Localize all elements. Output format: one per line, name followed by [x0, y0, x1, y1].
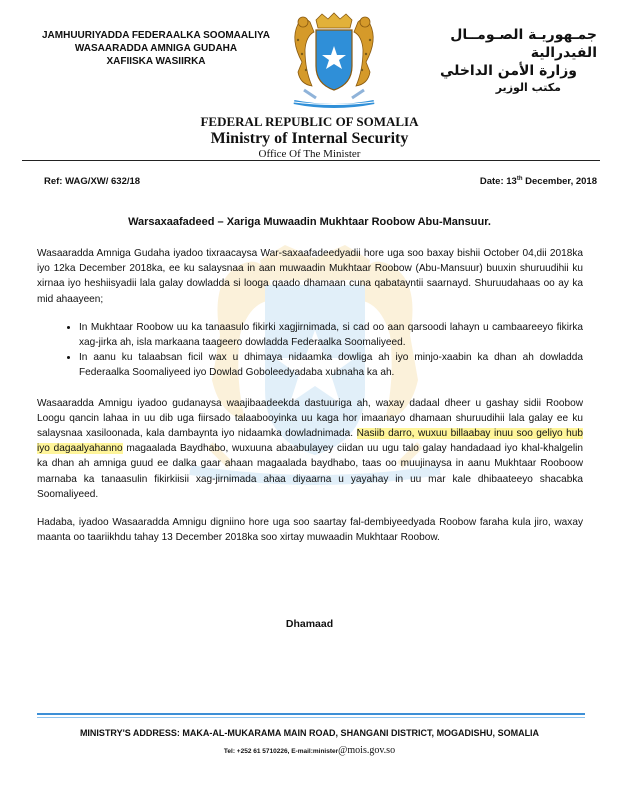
paragraph-2-start: Wasaaradda Amnigu iyadoo gudanaysa waajibaadeekda dastuuriga ah, waxay dadaal dheer u gashay sidii Roobow Loogu qancin lahaa in uu dib uga fiirsado talaabooyinka uu kaga hor imaanayo dhamaan shuruudihii lala galay ee ku salaysnaa xasiloonada, kala dambaynta iyo nidaamka dowladnimada. — [37, 397, 583, 440]
date-month-year: December, 2018 — [522, 176, 597, 188]
conditions-list — [37, 320, 583, 381]
date-day: Date: 13 — [479, 176, 517, 188]
contact-line — [0, 745, 619, 756]
contact-phone: Tel: +252 61 5710226, E-mail:minister — [223, 748, 339, 755]
header-left-line: XAFIISKA WASIIRKA — [106, 56, 206, 67]
list-item: • In aanu ku talaabsan ficil wax u dhimaya nidaamka dowliga ah iyo minjo-xaabin ka dhan ah dowladda Federaalka Soomaliyeed iyo Dowlad Goboleedyadaba xubnaha ka ah. — [79, 350, 583, 380]
coat-of-arms-emblem — [276, 10, 392, 114]
paragraph-2-end: magaalada Baydhabo, wuxuuna abaabulayey ciidan uu ugu talo galay handadaad iyo khal-khalgelin ka dhan ah amniga guud ee dalka gaar ahaan magaalada baydhabo, taas oo muujinaysa in aanu Mukhtaar Rooboow marnaba ka tanaasulin fikirkiisii xag-jirnimada ahaa diyaarna u yayahay in uu mar kale dhibaateeyo shacabka Soomaliyeed. — [37, 443, 583, 500]
letter-body — [37, 246, 583, 558]
letterhead-title — [0, 114, 619, 161]
header-right-line: جمـهوريـة الصـومــال الفيدرالية — [450, 27, 597, 61]
email-domain-link[interactable]: @mois.gov.so — [338, 745, 396, 756]
header-left-line: JAMHUURIYADDA FEDERAALKA SOOMAALIYA — [42, 30, 270, 41]
header-somali-lines — [36, 29, 276, 68]
closing-word: Dhamaad — [285, 618, 334, 630]
highlighted-text: Nasiib darro, wuxuu billaabay inuu soo geliyo hub iyo dagaalyahanno — [37, 428, 583, 455]
office-title: Office Of The Minister — [258, 148, 361, 160]
footer-divider-thin — [37, 717, 585, 718]
header-divider — [22, 160, 600, 161]
republic-title: FEDERAL REPUBLIC OF SOMALIA — [200, 114, 419, 129]
paragraph-1: Wasaaradda Amniga Gudaha iyadoo tixraacaysa War-saxaafadeedyadii hore uga soo baxay bishii October 04,dii 2018ka iyo 12ka December 2018ka, ee ku salaysnaa in aan muwaadin Mukhtaar Roobow (Abu-Mansuur) buuxin shuruudihii ku xirnaa iyo heshiisyadii lala galay dowladda si looga qaado dhamaan cuna qabatayntii saarnayd. Shuruudahaas oo ay ka mid ahaayeen; — [37, 248, 583, 305]
header-right-line: مكتب الوزير — [495, 81, 561, 94]
paragraph-3: Hadaba, iyadoo Wasaaradda Amnigu digniino hore uga soo saartay fal-dembiyeedyada Roobow faraha kula jiro, waxay maanta oo taariikhdu tahay 13 December 2018ka soo xirtay muwaadin Mukhtaar Roobow. — [37, 517, 583, 544]
ministry-address: MINISTRY'S ADDRESS: MAKA-AL-MUKARAMA MAIN ROAD, SHANGANI DISTRICT, MOGADISHU, SOMALIA — [79, 728, 540, 738]
letter-subject: Warsaxaafadeed – Xariga Muwaadin Mukhtaar Roobow Abu-Mansuur. — [128, 216, 491, 228]
list-item: • In Mukhtaar Roobow uu ka tanaasulo fikirki xagjirnimada, si cad oo aan qarsoodi lahayn u cambaareeyo fikirka xag-jirka ah, isla markaana taageero dowladda Federaalka Soomaliyeed. — [79, 320, 583, 350]
letter-date — [480, 176, 597, 187]
ministry-title: Ministry of Internal Security — [210, 130, 409, 147]
paragraph-2 — [37, 396, 583, 502]
reference-number: Ref: WAG/XW/ 632/18 — [44, 176, 141, 187]
date-ordinal: th — [516, 176, 523, 182]
header-left-line: WASAARADDA AMNIGA GUDAHA — [74, 43, 238, 54]
header-arabic-lines — [387, 26, 597, 96]
header-right-line: وزارة الأمن الداخلي — [439, 63, 577, 79]
footer-divider — [37, 713, 585, 715]
